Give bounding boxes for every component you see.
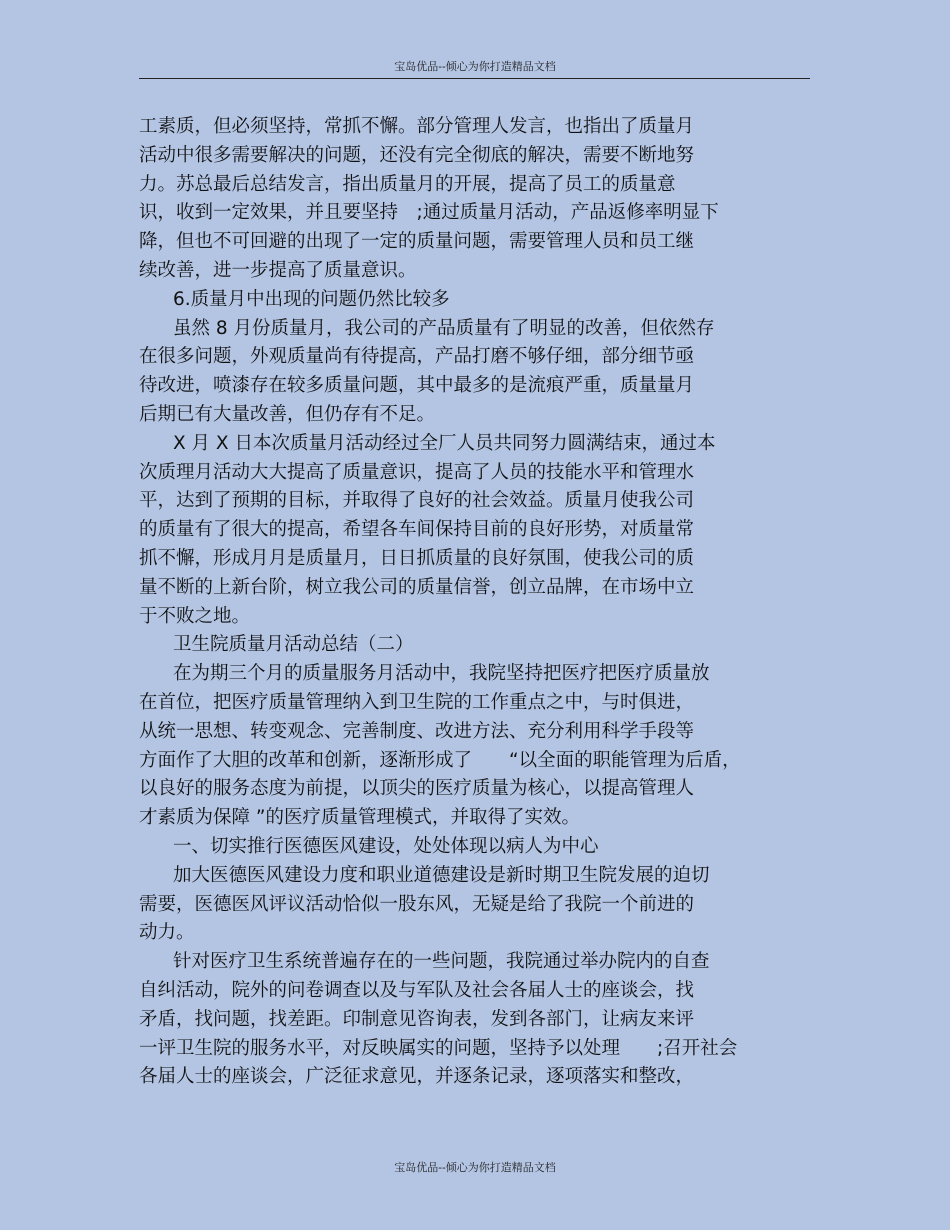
text-line: 需要，医德医风评议活动恰似一股东风，无疑是给了我院一个前进的 xyxy=(139,893,695,915)
text-line: 平，达到了预期的目标，并取得了良好的社会效益。质量月使我公司 xyxy=(139,490,695,512)
text-line: 方面作了大胆的改革和创新，逐渐形成了 “以全面的职能管理为后盾， xyxy=(139,749,741,771)
text-line: 虽然 8 月份质量月，我公司的产品质量有了明显的改善，但依然存 xyxy=(173,317,715,339)
text-line: 6.质量月中出现的问题仍然比较多 xyxy=(173,288,450,310)
text-line: 量不断的上新台阶，树立我公司的质量信誉，创立品牌，在市场中立 xyxy=(139,576,695,598)
text-line: 在首位，把医疗质量管理纳入到卫生院的工作重点之中，与时俱进， xyxy=(139,691,695,713)
text-line: 才素质为保障 ”的医疗质量管理模式，并取得了实效。 xyxy=(139,807,580,829)
text-line: 抓不懈，形成月月是质量月，日日抓质量的良好氛围，使我公司的质 xyxy=(139,547,695,569)
text-line: 的质量有了很大的提高，希望各车间保持目前的良好形势，对质量常 xyxy=(139,519,695,541)
text-line: 矛盾，找问题，找差距。印制意见咨询表，发到各部门，让病友来评 xyxy=(139,1008,695,1030)
text-line: 待改进，喷漆存在较多质量问题，其中最多的是流痕严重，质量量月 xyxy=(139,375,695,397)
text-line: 次质理月活动大大提高了质量意识，提高了人员的技能水平和管理水 xyxy=(139,461,695,483)
document-body xyxy=(139,113,819,1092)
text-line: 续改善，进一步提高了质量意识。 xyxy=(139,259,417,281)
text-line: 加大医德医风建设力度和职业道德建设是新时期卫生院发展的迫切 xyxy=(173,864,710,886)
text-line: X 月 X 日本次质量月活动经过全厂人员共同努力圆满结束，通过本 xyxy=(173,432,716,454)
text-line: 工素质，但必须坚持，常抓不懈。部分管理人发言，也指出了质量月 xyxy=(139,116,695,137)
text-line: 后期已有大量改善，但仍存有不足。 xyxy=(139,403,436,425)
page-footer: 宝岛优品--倾心为你打造精品文档 xyxy=(394,1161,556,1174)
text-line: 于不败之地。 xyxy=(139,605,251,627)
text-line: 识，收到一定效果，并且要坚持 ;通过质量月活动，产品返修率明显下 xyxy=(139,202,719,224)
text-line: 各届人士的座谈会，广泛征求意见，并逐条记录，逐项落实和整改， xyxy=(139,1066,695,1088)
text-line: 以良好的服务态度为前提，以顶尖的医疗质量为核心，以提高管理人 xyxy=(139,778,695,800)
page-header: 宝岛优品--倾心为你打造精品文档 xyxy=(394,60,556,73)
text-line: 从统一思想、转变观念、完善制度、改进方法、充分利用科学手段等 xyxy=(139,720,695,742)
text-line: 针对医疗卫生系统普遍存在的一些问题，我院通过举办院内的自查 xyxy=(173,951,710,973)
text-line: 一、切实推行医德医风建设，处处体现以病人为中心 xyxy=(173,835,599,857)
text-line: 在为期三个月的质量服务月活动中，我院坚持把医疗把医疗质量放 xyxy=(173,663,710,685)
text-line: 一评卫生院的服务水平，对反映属实的问题，坚持予以处理 ;召开社会 xyxy=(139,1037,738,1059)
text-line: 自纠活动，院外的问卷调查以及与军队及社会各届人士的座谈会，找 xyxy=(139,979,695,1001)
text-line: 力。苏总最后总结发言，指出质量月的开展，提高了员工的质量意 xyxy=(139,173,676,195)
header-divider xyxy=(139,78,810,79)
text-line: 活动中很多需要解决的问题，还没有完全彻底的解决，需要不断地努 xyxy=(139,144,695,166)
text-line: 卫生院质量月活动总结（二） xyxy=(173,634,414,656)
text-line: 在很多问题，外观质量尚有待提高，产品打磨不够仔细，部分细节亟 xyxy=(139,346,695,368)
text-line: 降，但也不可回避的出现了一定的质量问题，需要管理人员和员工继 xyxy=(139,231,695,253)
text-line: 动力。 xyxy=(139,922,195,944)
